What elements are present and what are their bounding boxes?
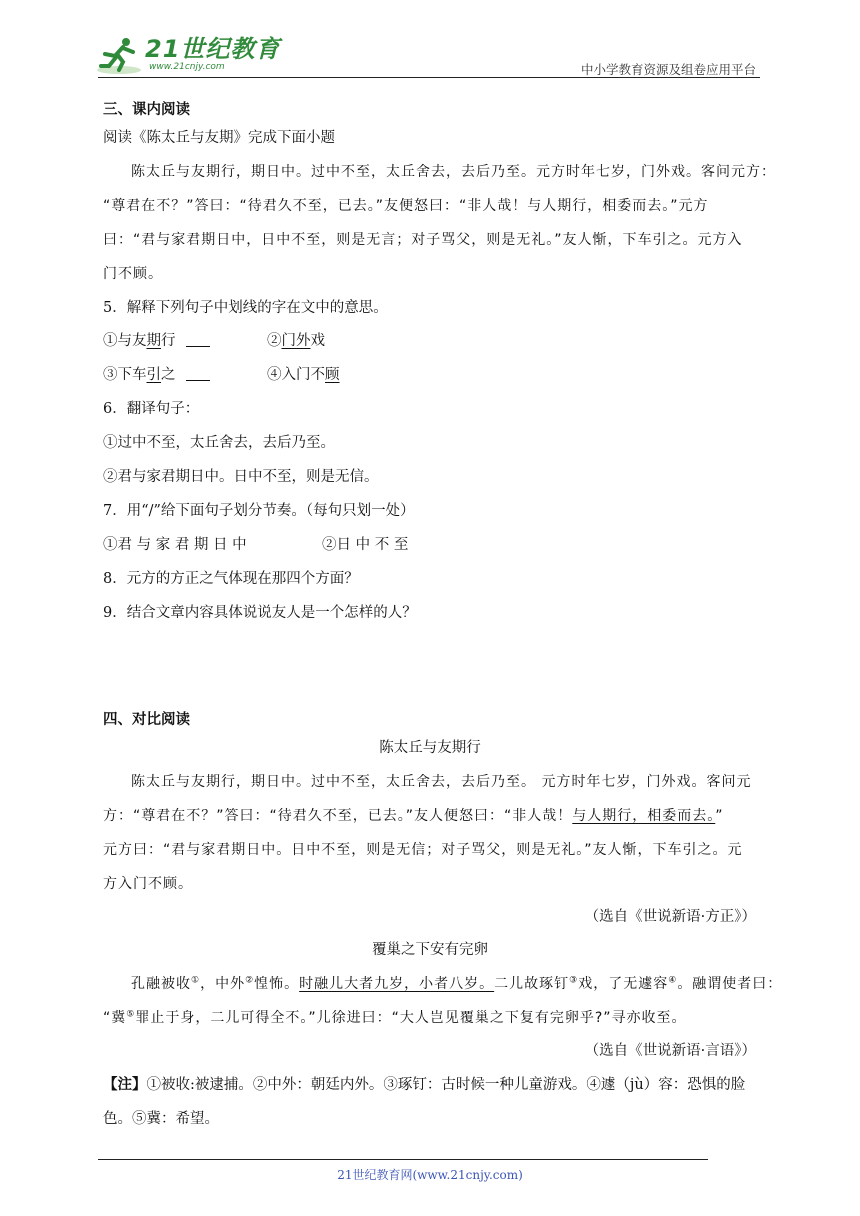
passage-line-2: “尊君在不？”答曰：“待君久不至，已去。”友便怒曰：“非人哉！与人期行，相委而去。”元方 <box>103 198 709 214</box>
text2-line-2: “冀⑤罪止于身，二儿可得全不。”儿徐进曰：“大人岂见覆巢之下复有完卵乎?”寻亦收至。 <box>103 1009 687 1026</box>
underlined-sentence: 与人期行，相委而去。 <box>572 808 716 824</box>
q5-item-4: ④入门不顾 <box>267 367 340 383</box>
q7-item-2: ②日 中 不 至 <box>322 537 409 553</box>
logo-sub-text: www.21cnjy.com <box>149 62 225 72</box>
answer-blank[interactable] <box>186 366 210 381</box>
question-8: 8．元方的方正之气体现在那四个方面？ <box>103 571 359 587</box>
passage-line-1: 陈太丘与友期行，期日中。过中不至，太丘舍去，去后乃至。元方时年七岁，门外戏。客问元方： <box>131 164 776 180</box>
passage-line-3: 曰：“君与家君期日中，日中不至，则是无言；对子骂父，则是无礼。”友人惭，下车引之。元方入 <box>103 232 743 248</box>
text1-source: （选自《世说新语·方正》） <box>584 909 756 925</box>
logo-main-text: 21世纪教育 <box>145 35 281 63</box>
header-divider <box>98 77 760 78</box>
section3-title: 三、课内阅读 <box>103 101 190 118</box>
text2-line-1: 孔融被收①，中外②惶怖。时融儿大者九岁，小者八岁。二儿故琢钉③戏，了无遽容④。融谓使者曰： <box>131 975 783 992</box>
question-5: 5．解释下列句子中划线的字在文中的意思。 <box>103 300 388 316</box>
question-6: 6．翻译句子： <box>103 401 200 417</box>
question-9: 9．结合文章内容具体说说友人是一个怎样的人？ <box>103 605 417 621</box>
text1-line-1: 陈太丘与友期行，期日中。过中不至，太丘舍去，去后乃至。 元方时年七岁，门外戏。客问元 <box>131 774 752 790</box>
text1-line-4: 方入门不顾。 <box>103 876 193 892</box>
text2-source: （选自《世说新语·言语》） <box>584 1043 756 1059</box>
q5-item-2: ②门外戏 <box>267 333 325 349</box>
platform-title: 中小学教育资源及组卷应用平台 <box>580 62 756 77</box>
section3-intro: 阅读《陈太丘与友期》完成下面小题 <box>103 130 335 146</box>
q6-item-1: ①过中不至，太丘舍去，去后乃至。 <box>103 435 335 451</box>
q5-item-3: ③下车引之 <box>103 365 210 385</box>
text1-title: 陈太丘与友期行 <box>379 740 481 756</box>
question-7: 7．用“/”给下面句子划分节奏。（每句只划一处） <box>103 503 415 519</box>
footer-link[interactable]: 21世纪教育网(www.21cnjy.com) <box>337 1168 523 1182</box>
text1-line-3: 元方曰：“君与家君期日中。日中不至，则是无信；对子骂父，则是无礼。”友人惭，下车引之。元 <box>103 842 743 858</box>
q5-item-1: ①与友期行 <box>103 331 210 351</box>
answer-blank[interactable] <box>186 332 210 347</box>
q7-item-1: ①君 与 家 君 期 日 中 <box>103 537 247 553</box>
section4-title: 四、对比阅读 <box>103 711 190 728</box>
footer-divider <box>98 1159 708 1160</box>
site-logo <box>95 36 280 76</box>
note-line-2: 色。⑤冀：希望。 <box>103 1111 219 1127</box>
text2-title: 覆巢之下安有完卵 <box>372 942 488 958</box>
text1-line-2: 方：“尊君在不？”答曰：“待君久不至，已去。”友人便怒曰：“非人哉！与人期行，相委而去。” <box>103 808 724 824</box>
passage-line-4: 门不顾。 <box>103 266 163 282</box>
note-line-1: 【注】①被收:被逮捕。②中外：朝廷内外。③琢钉：古时候一种儿童游戏。④遽（jù）容：恐惧的脸 <box>103 1076 746 1093</box>
q6-item-2: ②君与家君期日中。日中不至，则是无信。 <box>103 469 379 485</box>
underlined-sentence: 时融儿大者九岁，小者八岁。 <box>299 976 495 992</box>
runner-logo-icon <box>95 36 143 76</box>
